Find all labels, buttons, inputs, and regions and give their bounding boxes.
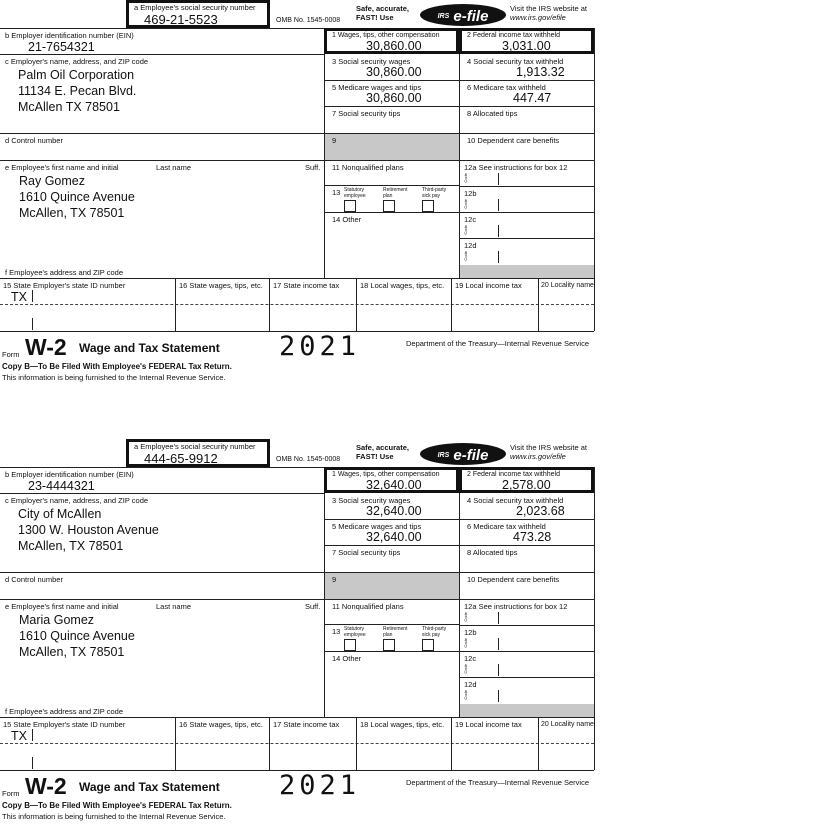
rule bbox=[0, 493, 324, 494]
box16-label: 16 State wages, tips, etc. bbox=[179, 281, 263, 290]
code-label: Code bbox=[463, 638, 468, 648]
ein-value: 23-4444321 bbox=[28, 479, 95, 493]
box17-label: 17 State income tax bbox=[273, 720, 340, 729]
control-number-label: d Control number bbox=[5, 136, 63, 145]
rule bbox=[324, 651, 459, 652]
irs-mini-text: IRS bbox=[437, 13, 450, 20]
box13-label: 13 bbox=[332, 627, 341, 636]
code-divider bbox=[498, 612, 499, 624]
box6-label: 6 Medicare tax withheld bbox=[467, 522, 546, 531]
box3-value: 30,860.00 bbox=[366, 65, 422, 79]
code-label: Code bbox=[463, 612, 468, 622]
employee-address: Ray Gomez 1610 Quince Avenue McAllen, TX 78501 bbox=[19, 174, 135, 220]
box12c-label: 12c bbox=[464, 654, 477, 663]
code-label: Code bbox=[463, 664, 468, 674]
right-rule bbox=[594, 28, 595, 331]
box18-label: 18 Local wages, tips, etc. bbox=[360, 720, 445, 729]
box1-label: 1 Wages, tips, other compensation bbox=[332, 471, 440, 478]
box15-label: 15 State Employer's state ID number bbox=[3, 720, 126, 729]
rule bbox=[175, 717, 176, 770]
box3-value: 32,640.00 bbox=[366, 504, 422, 518]
rule bbox=[459, 186, 594, 187]
w2-form-1 bbox=[0, 0, 600, 390]
retirement-plan-checkbox[interactable] bbox=[383, 200, 395, 212]
box5-value: 32,640.00 bbox=[366, 530, 422, 544]
rule bbox=[451, 717, 452, 770]
third-party-sick-pay-label: Third-party sick pay bbox=[422, 626, 447, 638]
statutory-employee-label: Statutory employee bbox=[344, 187, 366, 199]
statutory-employee-checkbox[interactable] bbox=[344, 200, 356, 212]
box6-label: 6 Medicare tax withheld bbox=[467, 83, 546, 92]
treasury-label: Department of the Treasury—Internal Revenue Service bbox=[406, 339, 590, 348]
rule bbox=[356, 278, 357, 331]
ein-label: b Employer identification number (EIN) bbox=[5, 470, 134, 479]
box19-label: 19 Local income tax bbox=[455, 281, 522, 290]
box9-shade bbox=[325, 573, 459, 599]
rule bbox=[324, 519, 594, 520]
employee-address-label: f Employee's address and ZIP code bbox=[5, 268, 124, 277]
box12a-label: 12a See instructions for box 12 bbox=[464, 163, 568, 172]
visit-irs-text: Visit the IRS website at bbox=[510, 4, 587, 13]
box16-label: 16 State wages, tips, etc. bbox=[179, 720, 263, 729]
code-label: Code bbox=[463, 199, 468, 209]
state-divider bbox=[32, 729, 33, 741]
tax-year: 2021 bbox=[279, 331, 361, 362]
box9-label: 9 bbox=[332, 136, 337, 145]
suffix-label: Suff. bbox=[305, 163, 321, 172]
rule bbox=[324, 212, 459, 213]
third-party-sick-pay-checkbox[interactable] bbox=[422, 200, 434, 212]
box20-label: 20 Locality name bbox=[541, 282, 594, 289]
tax-year: 2021 bbox=[279, 770, 361, 801]
box4-value: 1,913.32 bbox=[516, 65, 565, 79]
retirement-plan-label: Retirement plan bbox=[383, 187, 408, 199]
last-name-label: Last name bbox=[156, 163, 192, 172]
safe-accurate-text: Safe, accurate, FAST! Use bbox=[356, 443, 409, 461]
state-row-divider bbox=[0, 743, 594, 744]
copy-b-label: Copy B—To Be Filed With Employee's FEDERAL Tax Return. bbox=[2, 801, 232, 810]
rule bbox=[175, 278, 176, 331]
box7-label: 7 Social security tips bbox=[332, 548, 401, 557]
employer-label: c Employer's name, address, and ZIP code bbox=[5, 496, 149, 505]
box19-label: 19 Local income tax bbox=[455, 720, 522, 729]
code-divider bbox=[498, 199, 499, 211]
box1-value: 30,860.00 bbox=[366, 39, 422, 53]
rule bbox=[451, 278, 452, 331]
rule bbox=[0, 599, 594, 600]
third-party-sick-pay-checkbox[interactable] bbox=[422, 639, 434, 651]
statutory-employee-label: Statutory employee bbox=[344, 626, 366, 638]
employer-label: c Employer's name, address, and ZIP code bbox=[5, 57, 149, 66]
treasury-label: Department of the Treasury—Internal Revenue Service bbox=[406, 778, 590, 787]
box5-value: 30,860.00 bbox=[366, 91, 422, 105]
copy-b-label: Copy B—To Be Filed With Employee's FEDERAL Tax Return. bbox=[2, 362, 232, 371]
box12d-label: 12d bbox=[464, 241, 477, 250]
retirement-plan-label: Retirement plan bbox=[383, 626, 408, 638]
rule bbox=[324, 106, 594, 107]
box13-label: 13 bbox=[332, 188, 341, 197]
rule bbox=[538, 278, 539, 331]
box10-label: 10 Dependent care benefits bbox=[467, 575, 560, 584]
center-right-rule bbox=[459, 467, 460, 717]
code-label: Code bbox=[463, 173, 468, 183]
code-divider bbox=[498, 173, 499, 185]
form-name: W-2 bbox=[25, 334, 67, 360]
state-divider bbox=[32, 757, 33, 769]
box12a-label: 12a See instructions for box 12 bbox=[464, 602, 568, 611]
rule bbox=[0, 160, 594, 161]
box3-label: 3 Social security wages bbox=[332, 496, 411, 505]
code-divider bbox=[498, 664, 499, 676]
box2-label: 2 Federal income tax withheld bbox=[467, 471, 560, 478]
omb-number: OMB No. 1545-0008 bbox=[276, 456, 341, 463]
state-divider bbox=[32, 290, 33, 302]
employee-name-label: e Employee's first name and initial bbox=[5, 602, 119, 611]
box12b-label: 12b bbox=[464, 189, 477, 198]
code-divider bbox=[498, 638, 499, 650]
box14-label: 14 Other bbox=[332, 654, 362, 663]
box6-value: 447.47 bbox=[513, 91, 552, 105]
form-name: W-2 bbox=[25, 773, 67, 799]
box4-value: 2,023.68 bbox=[516, 504, 565, 518]
box18-label: 18 Local wages, tips, etc. bbox=[360, 281, 445, 290]
rule bbox=[459, 212, 594, 213]
omb-number: OMB No. 1545-0008 bbox=[276, 17, 341, 24]
ein-value: 21-7654321 bbox=[28, 40, 95, 54]
code-label: Code bbox=[463, 690, 468, 700]
last-name-label: Last name bbox=[156, 602, 192, 611]
box2-label: 2 Federal income tax withheld bbox=[467, 32, 560, 39]
efile-logo bbox=[420, 4, 506, 26]
state-row-divider bbox=[0, 304, 594, 305]
furnished-label: This information is being furnished to the Internal Revenue Service. bbox=[2, 812, 226, 821]
ssn-value: 444-65-9912 bbox=[144, 451, 218, 466]
code-divider bbox=[498, 225, 499, 237]
ein-label: b Employer identification number (EIN) bbox=[5, 31, 134, 40]
rule bbox=[0, 54, 324, 55]
rule bbox=[459, 238, 594, 239]
box3-label: 3 Social security wages bbox=[332, 57, 411, 66]
irs-url-text: www.irs.gov/efile bbox=[510, 452, 566, 461]
rule bbox=[324, 624, 459, 625]
box2-value: 2,578.00 bbox=[502, 478, 551, 492]
box4-label: 4 Social security tax withheld bbox=[467, 57, 564, 66]
box12b-label: 12b bbox=[464, 628, 477, 637]
suffix-label: Suff. bbox=[305, 602, 321, 611]
code-divider bbox=[498, 251, 499, 263]
box10-label: 10 Dependent care benefits bbox=[467, 136, 560, 145]
box12d-label: 12d bbox=[464, 680, 477, 689]
efile-logo-text: e-file bbox=[453, 447, 489, 464]
ssn-label: a Employee's social security number bbox=[134, 3, 256, 12]
box5-label: 5 Medicare wages and tips bbox=[332, 83, 422, 92]
state-divider bbox=[32, 318, 33, 330]
box6-value: 473.28 bbox=[513, 530, 552, 544]
retirement-plan-checkbox[interactable] bbox=[383, 639, 395, 651]
box1-label: 1 Wages, tips, other compensation bbox=[332, 32, 440, 39]
state-code-value: TX bbox=[11, 290, 27, 304]
rule bbox=[324, 545, 594, 546]
box20-label: 20 Locality name bbox=[541, 721, 594, 728]
employee-address: Maria Gomez 1610 Quince Avenue McAllen, TX 78501 bbox=[19, 613, 135, 659]
center-right-rule bbox=[459, 28, 460, 278]
box12-bottom-shade bbox=[460, 704, 594, 717]
box11-label: 11 Nonqualified plans bbox=[332, 602, 404, 611]
rule bbox=[269, 278, 270, 331]
employer-address: Palm Oil Corporation 11134 E. Pecan Blvd. McAllen TX 78501 bbox=[18, 68, 137, 114]
ssn-label: a Employee's social security number bbox=[134, 442, 256, 451]
control-number-label: d Control number bbox=[5, 575, 63, 584]
box1-value: 32,640.00 bbox=[366, 478, 422, 492]
safe-accurate-text: Safe, accurate, FAST! Use bbox=[356, 4, 409, 22]
employer-address: City of McAllen 1300 W. Houston Avenue McAllen, TX 78501 bbox=[18, 507, 159, 553]
form-word: Form bbox=[2, 350, 20, 359]
w2-form-2 bbox=[0, 439, 600, 829]
rule bbox=[0, 278, 594, 279]
employee-name-label: e Employee's first name and initial bbox=[5, 163, 119, 172]
right-rule bbox=[594, 467, 595, 770]
box5-label: 5 Medicare wages and tips bbox=[332, 522, 422, 531]
rule bbox=[538, 717, 539, 770]
code-label: Code bbox=[463, 225, 468, 235]
visit-irs-text: Visit the IRS website at bbox=[510, 443, 587, 452]
box8-label: 8 Allocated tips bbox=[467, 109, 518, 118]
efile-logo bbox=[420, 443, 506, 465]
box14-label: 14 Other bbox=[332, 215, 362, 224]
box2-value: 3,031.00 bbox=[502, 39, 551, 53]
ssn-value: 469-21-5523 bbox=[144, 12, 218, 27]
rule bbox=[459, 651, 594, 652]
box15-label: 15 State Employer's state ID number bbox=[3, 281, 126, 290]
form-title: Wage and Tax Statement bbox=[79, 341, 220, 355]
rule bbox=[0, 717, 594, 718]
rule bbox=[459, 625, 594, 626]
furnished-label: This information is being furnished to the Internal Revenue Service. bbox=[2, 373, 226, 382]
third-party-sick-pay-label: Third-party sick pay bbox=[422, 187, 447, 199]
rule bbox=[269, 717, 270, 770]
form-title: Wage and Tax Statement bbox=[79, 780, 220, 794]
rule bbox=[459, 677, 594, 678]
box9-label: 9 bbox=[332, 575, 337, 584]
efile-logo-text: e-file bbox=[453, 8, 489, 25]
box9-shade bbox=[325, 134, 459, 160]
box12-bottom-shade bbox=[460, 265, 594, 278]
form-word: Form bbox=[2, 789, 20, 798]
rule bbox=[324, 185, 459, 186]
irs-url-text: www.irs.gov/efile bbox=[510, 13, 566, 22]
box11-label: 11 Nonqualified plans bbox=[332, 163, 404, 172]
state-code-value: TX bbox=[11, 729, 27, 743]
rule bbox=[356, 717, 357, 770]
employee-address-label: f Employee's address and ZIP code bbox=[5, 707, 124, 716]
rule bbox=[324, 80, 594, 81]
box7-label: 7 Social security tips bbox=[332, 109, 401, 118]
box4-label: 4 Social security tax withheld bbox=[467, 496, 564, 505]
statutory-employee-checkbox[interactable] bbox=[344, 639, 356, 651]
box17-label: 17 State income tax bbox=[273, 281, 340, 290]
box12c-label: 12c bbox=[464, 215, 477, 224]
rule bbox=[0, 572, 594, 573]
box8-label: 8 Allocated tips bbox=[467, 548, 518, 557]
rule bbox=[0, 133, 594, 134]
irs-mini-text: IRS bbox=[437, 452, 450, 459]
code-label: Code bbox=[463, 251, 468, 261]
code-divider bbox=[498, 690, 499, 702]
